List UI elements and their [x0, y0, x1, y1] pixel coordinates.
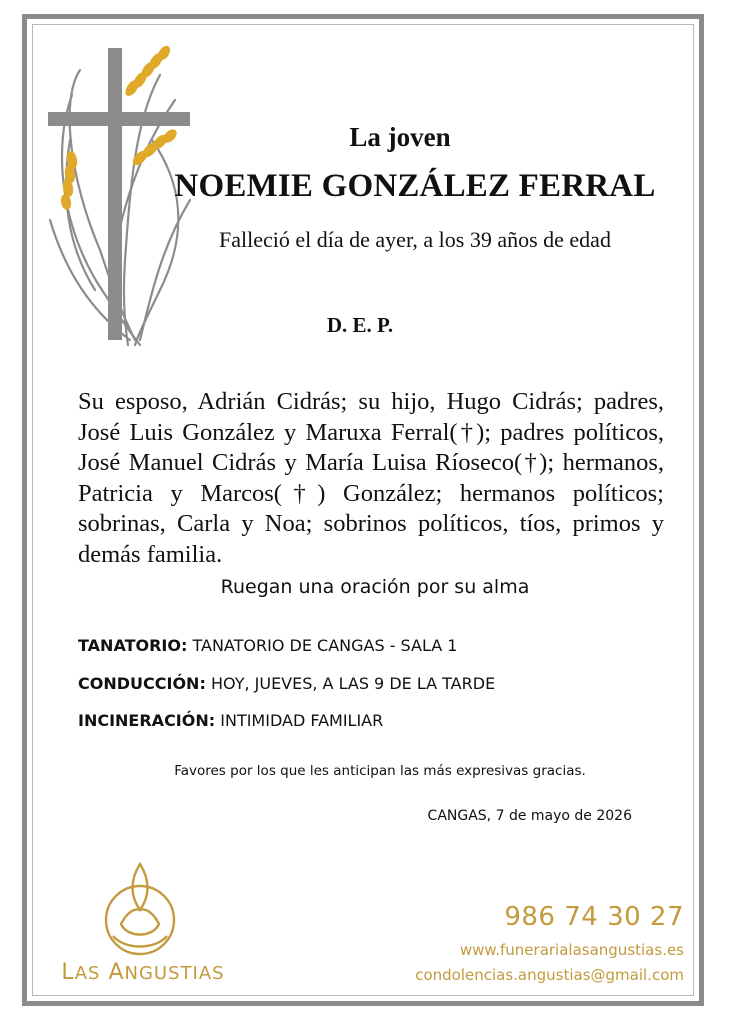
place-date: CANGAS, 7 de mayo de 2026 — [427, 808, 632, 824]
rest-in-peace: D. E. P. — [326, 313, 394, 337]
service-conduccion — [78, 674, 495, 693]
funeral-home-name — [48, 960, 238, 985]
deceased-name: NOEMIE GONZÁLEZ FERRAL — [174, 168, 656, 204]
service-tanatorio — [78, 636, 457, 655]
notice-pre-title: La joven — [349, 122, 451, 152]
service-value: INTIMIDAD FAMILIAR — [220, 711, 384, 730]
phone-number[interactable]: 986 74 30 27 — [504, 902, 684, 932]
brand-initial: L — [61, 960, 75, 985]
service-value: HOY, JUEVES, A LAS 9 DE LA TARDE — [210, 674, 496, 693]
website-link[interactable]: www.funerarialasangustias.es — [459, 941, 684, 959]
service-incineracion — [78, 711, 383, 730]
email-link[interactable]: condolencias.angustias@gmail.com — [415, 966, 684, 984]
service-label: INCINERACIÓN: — [78, 711, 216, 730]
prayer-request: Ruegan una oración por su alma — [220, 576, 530, 598]
service-value: TANATORIO DE CANGAS - SALA 1 — [192, 636, 458, 655]
family-text: Su esposo, Adrián Cidrás; su hijo, Hugo Cidrás; padres, José Luis González y Maruxa Ferral(†); padres políticos, José Manuel Cidrás y María Luisa Ríoseco(†); hermanos, Patricia y Marcos(†) González; hermanos políticos; sobrinas, Carla y Noa; sobrinos políticos, tíos, primos y demás familia. — [78, 388, 664, 568]
cross-with-wheat-icon — [40, 40, 200, 370]
passed-away-line: Falleció el día de ayer, a los 39 años de edad — [219, 227, 611, 252]
brand-rest: AS — [74, 963, 101, 984]
service-label: CONDUCCIÓN: — [78, 674, 206, 693]
service-label: TANATORIO: — [78, 636, 188, 655]
brand-initial: A — [108, 960, 125, 985]
funeral-home-logo-icon — [95, 858, 185, 958]
thanks-line: Favores por los que les anticipan las más expresivas gracias. — [174, 763, 586, 779]
brand-rest: NGUSTIAS — [124, 963, 225, 984]
